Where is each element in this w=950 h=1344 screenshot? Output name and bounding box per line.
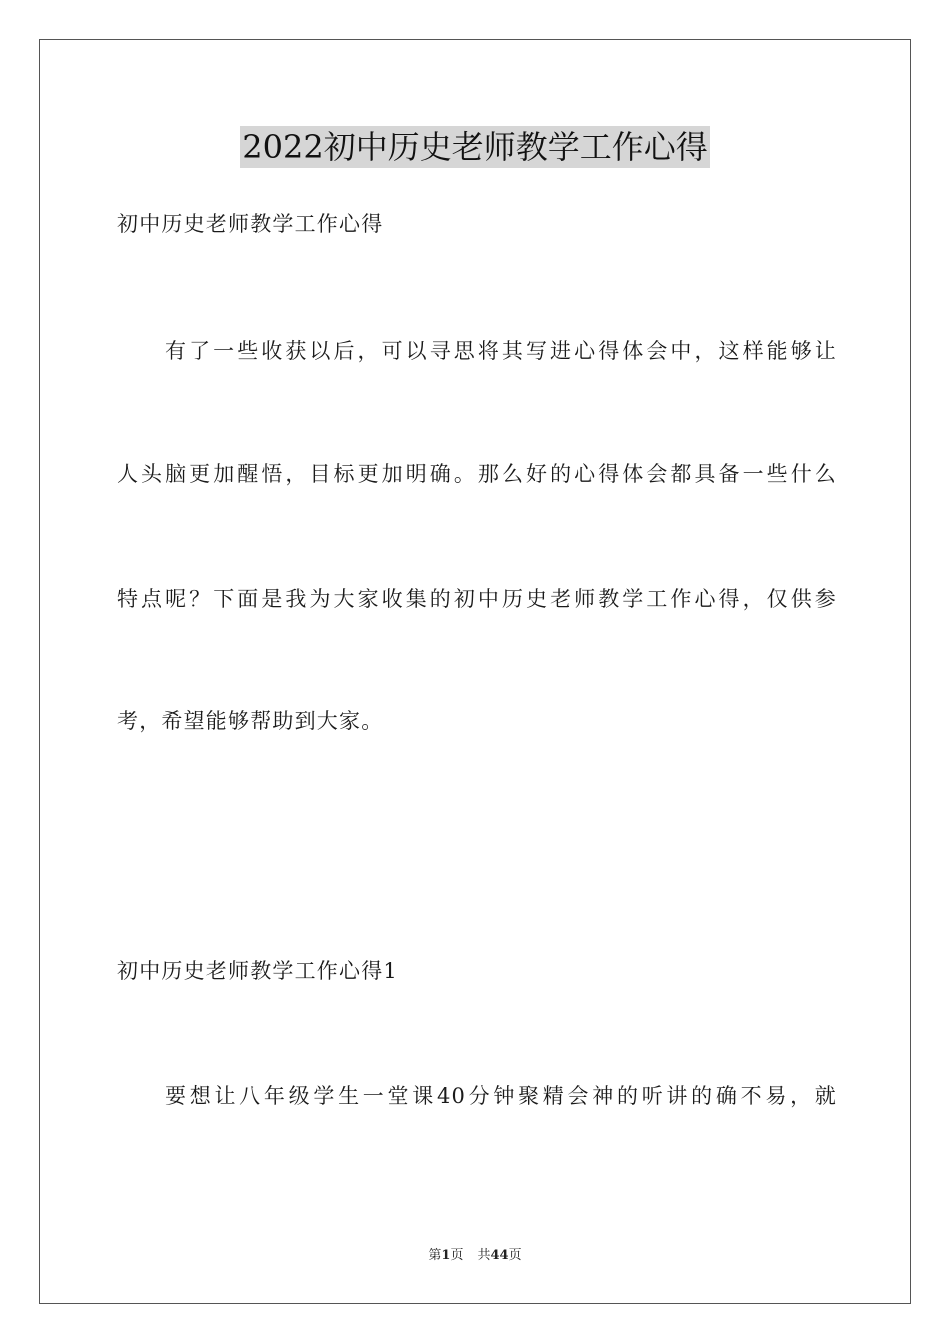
intro-line-4: 考，希望能够帮助到大家。 bbox=[117, 709, 384, 733]
document-subtitle: 初中历史老师教学工作心得 bbox=[117, 212, 384, 236]
section-heading: 初中历史老师教学工作心得1 bbox=[117, 959, 398, 983]
total-pages: 44 bbox=[490, 1248, 509, 1263]
page-suffix: 页 bbox=[450, 1248, 464, 1263]
section-line-1: 要想让八年级学生一堂课40分钟聚精会神的听讲的确不易，就 bbox=[165, 1084, 837, 1108]
intro-line-1: 有了一些收获以后，可以寻思将其写进心得体会中，这样能够让 bbox=[165, 339, 837, 363]
title-container bbox=[0, 126, 950, 168]
total-prefix: 共 bbox=[477, 1248, 491, 1263]
total-suffix: 页 bbox=[508, 1248, 522, 1263]
page-number: 1 bbox=[441, 1248, 451, 1263]
document-title: 2022初中历史老师教学工作心得 bbox=[242, 128, 708, 166]
intro-line-3: 特点呢？下面是我为大家收集的初中历史老师教学工作心得，仅供参 bbox=[117, 587, 837, 611]
page-footer bbox=[0, 1247, 950, 1265]
page-prefix: 第 bbox=[428, 1248, 442, 1263]
intro-line-2: 人头脑更加醒悟，目标更加明确。那么好的心得体会都具备一些什么 bbox=[117, 462, 837, 486]
